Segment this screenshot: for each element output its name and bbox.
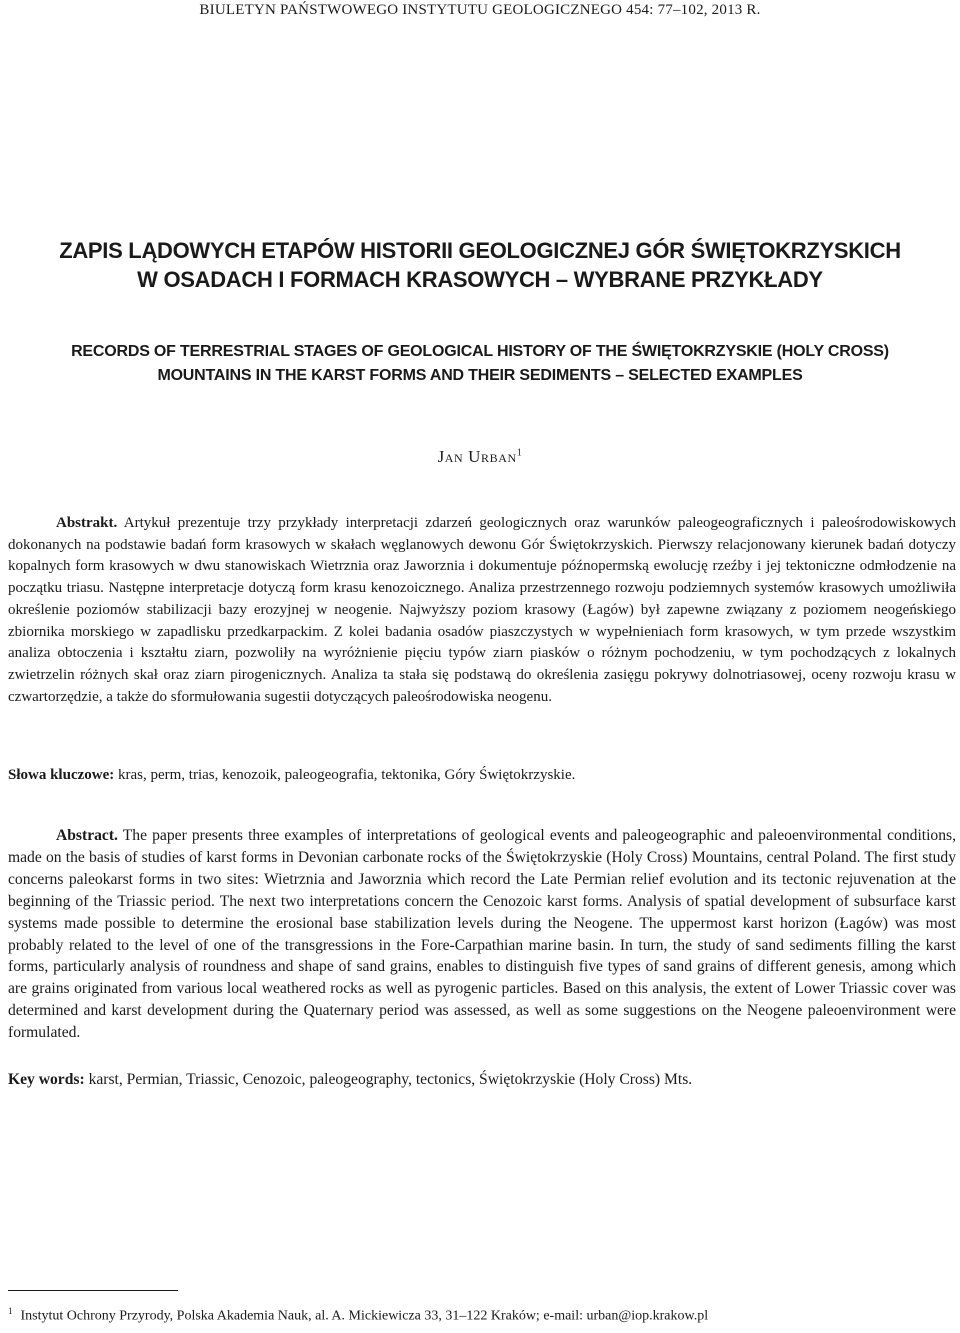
running-header: BIULETYN PAŃSTWOWEGO INSTYTUTU GEOLOGICZNEGO 454: 77–102, 2013 R. — [199, 2, 761, 18]
title-english — [8, 340, 952, 388]
abstract-english-label: Abstract. — [56, 827, 118, 844]
title-english-line-2: MOUNTAINS IN THE KARST FORMS AND THEIR SEDIMENTS – SELECTED EXAMPLES — [157, 367, 803, 384]
keywords-english-text: karst, Permian, Triassic, Cenozoic, paleogeography, tectonics, Świętokrzyskie (Holy Cross) Mts. — [88, 1071, 693, 1088]
abstract-polish-text: Artykuł prezentuje trzy przykłady interpretacji zdarzeń geologicznych oraz warunków paleogeograficznych i paleośrodowiskowych dokonanych na podstawie badań form krasowych w skałach węglanowych dewonu Gór Świętokrzyskich. Pierwszy relacjonowany kierunek badań dotyczy kopalnych form krasowych w dwu stanowiskach Wietrznia oraz Jaworznia i dokumentuje późnopermską ewolucję rzeźby i jej tektoniczne odmłodzenie na początku triasu. Następne interpretacje dotyczą form krasu kenozoicznego. Analiza przestrzennego rozwoju podziemnych systemów krasowych umożliwiła określenie poziomów stabilizacji bazy erozyjnej w neogenie. Najwyższy poziom krasowy (Łagów) był zapewne związany z poziomem neogeńskiego zbiornika morskiego w zapadlisku przedkarpackim. Z kolei badania osadów piaszczystych w wypełnieniach form krasowych, w tym przede wszystkim analiza obtoczenia i kształtu ziarn, pozwoliły na wyróżnienie pięciu typów ziarn piasków o różnym pochodzeniu, w tym pochodzących z lokalnych zwietrzelin różnych skał oraz ziarn pirogenicznych. Analiza ta stała się podstawą do określenia zasięgu pokrywy dolnotriasowej, oceny rozwoju krasu w czwartorzędzie, a także do sformułowania sugestii dotyczących paleośrodowiska neogenu. — [8, 515, 956, 705]
footnote-mark: 1 — [8, 1306, 13, 1316]
footnote-text: Instytut Ochrony Przyrody, Polska Akademia Nauk, al. A. Mickiewicza 33, 31–122 Kraków; e-mail: urban@iop.krakow.pl — [20, 1308, 709, 1324]
author — [0, 447, 960, 467]
author-footnote-mark: 1 — [516, 447, 523, 459]
title-polish-line-2: W OSADACH I FORMACH KRASOWYCH – WYBRANE PRZYKŁADY — [137, 267, 823, 292]
abstract-english — [8, 825, 956, 1044]
footnote — [8, 1306, 956, 1325]
keywords-english-label: Key words: — [8, 1071, 85, 1088]
keywords-english — [8, 1069, 956, 1091]
abstract-polish-label: Abstrakt. — [56, 515, 118, 531]
title-polish-line-1: ZAPIS LĄDOWYCH ETAPÓW HISTORII GEOLOGICZNEJ GÓR ŚWIĘTOKRZYSKICH — [59, 238, 901, 263]
abstract-english-text: The paper presents three examples of interpretations of geological events and paleogeographic and paleoenvironmental conditions, made on the basis of studies of karst forms in Devonian carbonate rocks of the Świętokrzyskie (Holy Cross) Mountains, central Poland. The first study concerns paleokarst forms in two sites: Wietrznia and Jaworznia which record the Late Permian relief evolution and its tectonic rejuvenation at the beginning of the Triassic period. The next two interpretations concern the Cenozoic karst forms. Analysis of spatial development of subsurface karst systems made possible to determine the erosional base stabilization levels during the Neogene. The uppermost karst horizon (Łagów) was most probably related to the level of one of the transgressions in the Fore-Carpathian marine basin. In turn, the study of sand sediments filling the karst forms, particularly analysis of roundness and shape of sand grains, enables to distinguish five types of sand grains of different genesis, among which are grains originated from various local weathered rocks as well as pyrogenic particles. Based on this analysis, the extent of Lower Triassic cover was determined and karst development during the Quaternary period was assessed, as well as some suggestions on the Neogene paleoenvironment were formulated. — [8, 827, 956, 1042]
abstract-polish — [8, 513, 956, 708]
title-english-line-1: RECORDS OF TERRESTRIAL STAGES OF GEOLOGICAL HISTORY OF THE ŚWIĘTOKRZYSKIE (HOLY CROSS) — [71, 343, 889, 360]
author-name: Jan Urban — [437, 447, 517, 466]
footnote-divider — [8, 1290, 178, 1291]
title-polish — [20, 236, 940, 294]
keywords-polish — [8, 765, 956, 787]
keywords-polish-text: kras, perm, trias, kenozoik, paleogeografia, tektonika, Góry Świętokrzyskie. — [118, 767, 576, 783]
keywords-polish-label: Słowa kluczowe: — [8, 767, 115, 783]
